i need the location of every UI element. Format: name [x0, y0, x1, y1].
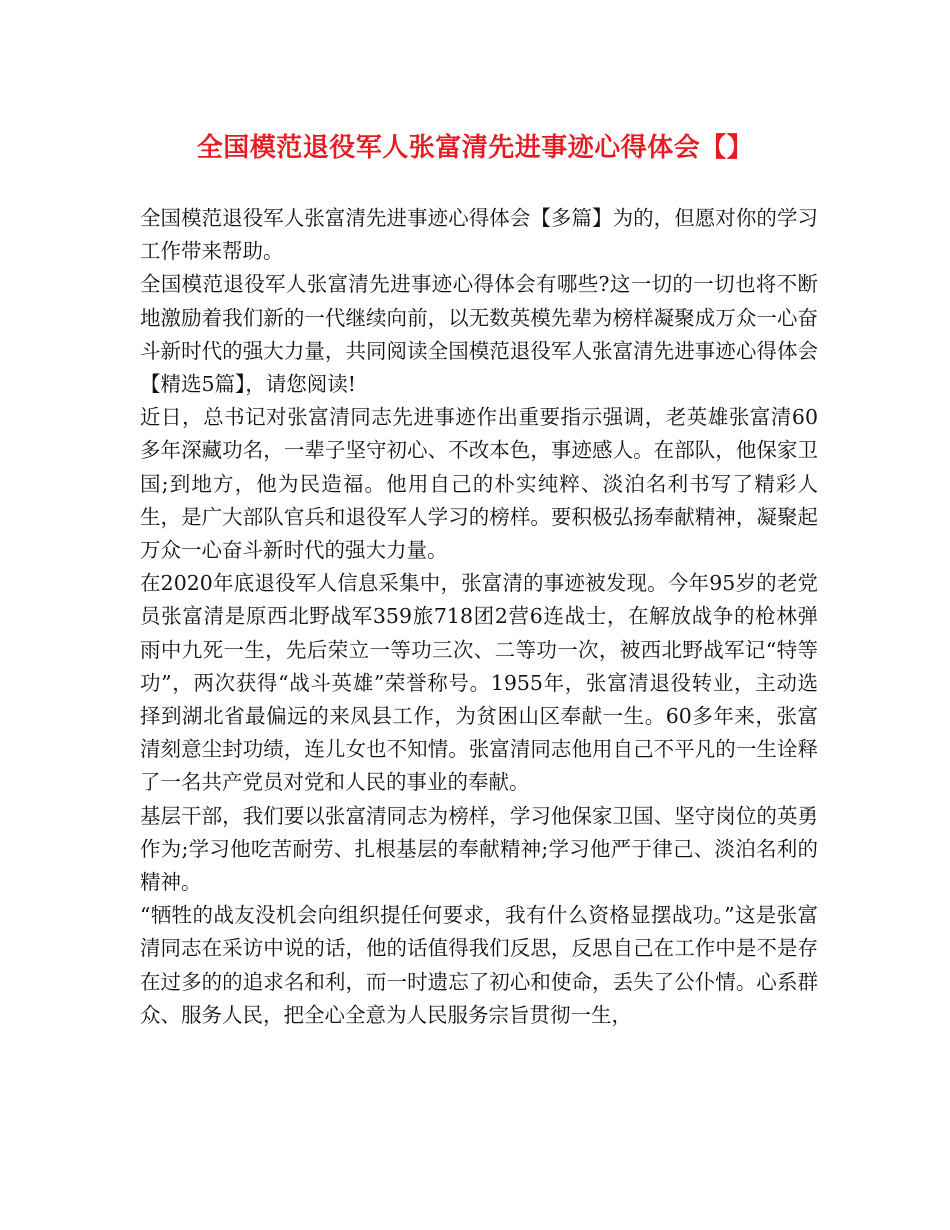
document-body [140, 202, 818, 1032]
document-title: 全国模范退役军人张富清先进事迹心得体会【】 [196, 133, 754, 163]
body-paragraph: 在2020年底退役军人信息采集中，张富清的事迹被发现。今年95岁的老党员张富清是原西北野战军359旅718团2营6连战士，在解放战争的枪林弹雨中九死一生，先后荣立一等功三次、二等功一次，被西北野战军记“特等功”，两次获得“战斗英雄”荣誉称号。1955年，张富清退役转业，主动选择到湖北省最偏远的来凤县工作，为贫困山区奉献一生。60多年来，张富清刻意尘封功绩，连儿女也不知情。张富清同志他用自己不平凡的一生诠释了一名共产党员对党和人民的事业的奉献。 [140, 571, 818, 795]
body-paragraph: “牺牲的战友没机会向组织提任何要求，我有什么资格显摆战功。”这是张富清同志在采访中说的话，他的话值得我们反思，反思自己在工作中是不是存在过多的的追求名和利，而一时遗忘了初心和使命，丢失了公仆情。心系群众、服务人民，把全心全意为人民服务宗旨贯彻一生， [140, 903, 818, 1027]
body-paragraph: 基层干部，我们要以张富清同志为榜样，学习他保家卫国、坚守岗位的英勇作为;学习他吃苦耐劳、扎根基层的奉献精神;学习他严于律己、淡泊名利的精神。 [140, 803, 818, 895]
body-paragraph: 近日，总书记对张富清同志先进事迹作出重要指示强调，老英雄张富清60多年深藏功名，一辈子坚守初心、不改本色，事迹感人。在部队，他保家卫国;到地方，他为民造福。他用自己的朴实纯粹、淡泊名利书写了精彩人生，是广大部队官兵和退役军人学习的榜样。要积极弘扬奉献精神，凝聚起万众一心奋斗新时代的强大力量。 [140, 405, 818, 563]
body-paragraph: 全国模范退役军人张富清先进事迹心得体会有哪些?这一切的一切也将不断地激励着我们新的一代继续向前，以无数英模先辈为榜样凝聚成万众一心奋斗新时代的强大力量，共同阅读全国模范退役军人张富清先进事迹心得体会【精选5篇】，请您阅读! [140, 272, 818, 397]
body-paragraph: 全国模范退役军人张富清先进事迹心得体会【多篇】为的，但愿对你的学习工作带来帮助。 [140, 206, 818, 264]
